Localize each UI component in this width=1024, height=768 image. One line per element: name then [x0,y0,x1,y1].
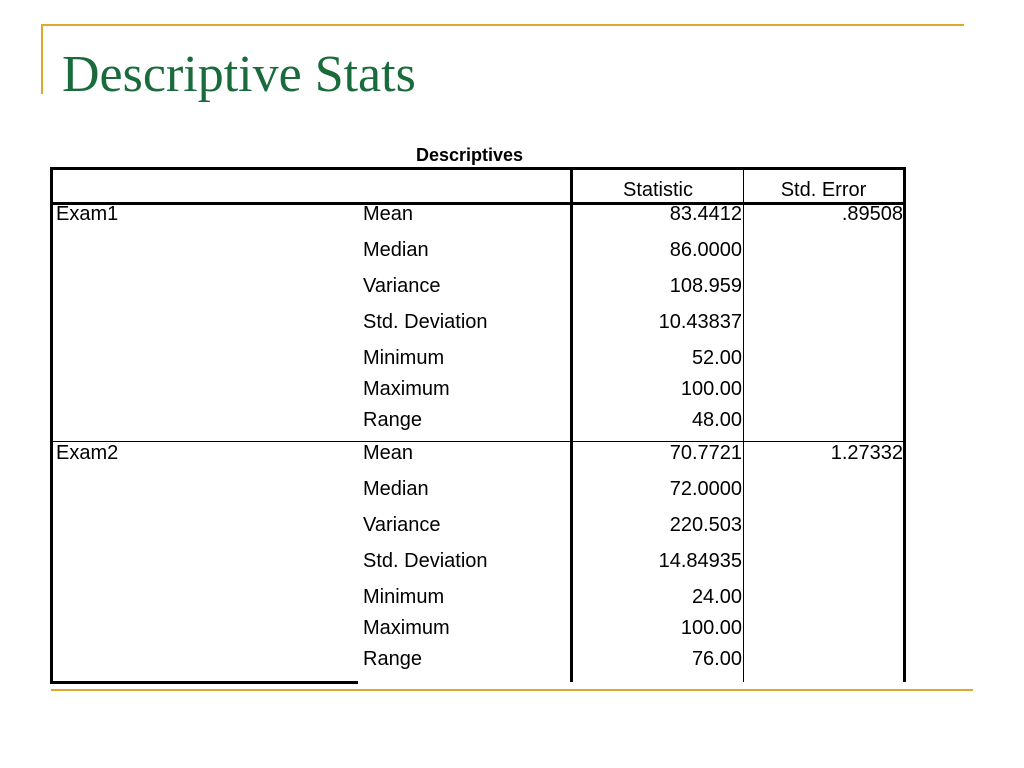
row-std-error: 1.27332 [830,442,903,464]
table-caption: Descriptives [416,145,524,165]
row-statistic: 86.0000 [669,239,742,261]
row-statistic: 48.00 [691,409,742,431]
row-label: Variance [363,275,441,297]
bottom-accent-rule [51,689,973,691]
row-statistic: 10.43837 [658,311,742,333]
header-statistic: Statistic [622,179,694,201]
row-label: Mean [363,442,414,464]
row-statistic: 76.00 [691,648,742,670]
row-statistic: 24.00 [691,586,742,608]
row-statistic: 52.00 [691,347,742,369]
slide-title: Descriptive Stats [62,46,416,103]
row-statistic: 14.84935 [658,550,742,572]
top-accent-rule [41,24,964,26]
row-label: Minimum [363,586,445,608]
row-label: Range [363,648,422,670]
std-error-column-divider [743,167,744,682]
row-statistic: 100.00 [680,617,742,639]
row-std-error: .89508 [841,203,903,225]
row-statistic: 220.503 [669,514,742,536]
group-label-exam1: Exam1 [56,203,119,225]
left-accent-rule [41,24,43,94]
row-statistic: 83.4412 [669,203,742,225]
row-label: Variance [363,514,441,536]
row-statistic: 108.959 [669,275,742,297]
row-label: Std. Deviation [363,550,488,572]
row-statistic: 72.0000 [669,478,742,500]
group-label-exam2: Exam2 [56,442,119,464]
table-right-border [903,167,906,682]
table-top-border [50,167,906,170]
table-bottom-border [50,681,358,684]
row-label: Median [363,478,429,500]
row-statistic: 70.7721 [669,442,742,464]
row-label: Range [363,409,422,431]
row-label: Minimum [363,347,445,369]
row-statistic: 100.00 [680,378,742,400]
row-label: Std. Deviation [363,311,488,333]
row-label: Mean [363,203,414,225]
descriptives-table [50,167,906,684]
row-label: Maximum [363,378,450,400]
header-std-error: Std. Error [780,179,867,201]
table-left-border [50,167,53,684]
row-label: Median [363,239,429,261]
row-label: Maximum [363,617,450,639]
